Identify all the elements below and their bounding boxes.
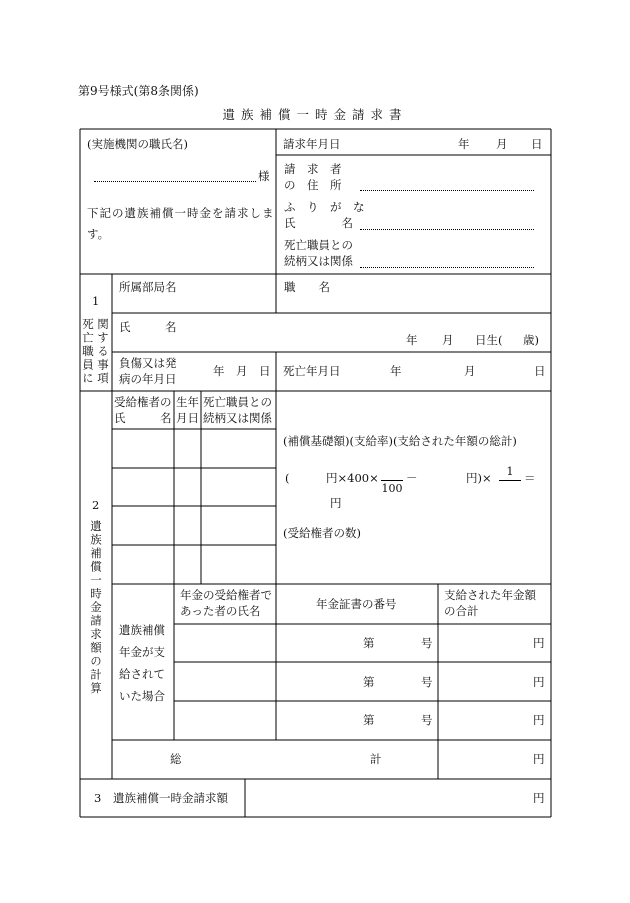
section1-number: 1	[92, 294, 100, 308]
relation-label-2: 続柄又は関係	[284, 254, 353, 268]
section1-side-label-b: 関する事項	[96, 318, 110, 386]
beneficiary-relation-header-1: 死亡職員との	[203, 395, 272, 409]
beneficiary-birth-header-1: 生年	[176, 395, 199, 409]
injury-month: 月	[236, 364, 248, 378]
request-date-day: 日	[531, 137, 543, 151]
injury-date-label-2: 病の年月日	[119, 372, 177, 386]
form-title: 遺族補償一時金請求書	[222, 107, 408, 122]
department-label: 所属部局名	[119, 280, 177, 294]
claimant-name-label: 氏 名	[284, 216, 353, 230]
fraction-denominator-100: 100	[381, 482, 403, 495]
formula-x400: 円×400×	[326, 471, 379, 485]
position-label: 職 名	[284, 280, 330, 294]
total-yen: 円	[533, 752, 545, 766]
pension-yen-row1: 円	[533, 636, 545, 650]
certificate-go-row1: 号	[421, 636, 433, 650]
pension-case-line1: 遺族補償	[119, 623, 165, 637]
beneficiary-name-header-2: 氏 名	[114, 411, 172, 425]
total-label-a: 総	[170, 752, 182, 766]
pension-certificate-header: 年金証書の番号	[316, 597, 397, 611]
section3-yen: 円	[533, 791, 545, 805]
formula-yen-close: 円)×	[466, 471, 492, 485]
injury-year: 年	[213, 364, 225, 378]
request-date-month: 月	[496, 137, 508, 151]
injury-date-label-1: 負傷又は発	[119, 356, 177, 370]
request-date-label: 請求年月日	[283, 137, 341, 151]
beneficiary-birth-header-2: 月日	[176, 411, 199, 425]
request-statement-line2: す。	[87, 227, 110, 241]
birth-month: 月	[442, 333, 454, 347]
pension-case-line3: 給されて	[119, 667, 165, 681]
total-label-b: 計	[370, 752, 382, 766]
section2-side-label: 遺族補償一時金請求額の計算	[89, 520, 103, 696]
birth-day: 日生(	[475, 333, 503, 347]
formula-equals: ＝	[524, 471, 536, 485]
birth-year: 年	[406, 333, 418, 347]
claimant-furigana-label: ふ り が な	[284, 200, 365, 214]
fraction-numerator-1: 1	[506, 465, 514, 478]
deceased-name-label: 氏 名	[119, 320, 177, 334]
section3-label: 遺族補償一時金請求額	[113, 791, 228, 805]
pension-recipient-header-2: あった者の氏名	[180, 604, 261, 618]
formula-open-paren: (	[285, 471, 290, 485]
pension-total-header-1: 支給された年金額	[444, 588, 536, 602]
formula-header: (補償基礎額)(支給率)(支給された年額の総計)	[283, 434, 517, 448]
formula-minus: －	[406, 471, 418, 485]
relation-label-1: 死亡職員との	[284, 238, 353, 252]
pension-case-line4: いた場合	[119, 689, 165, 703]
death-year: 年	[390, 364, 402, 378]
honorific-sama: 様	[258, 169, 270, 183]
fraction-line-100	[381, 480, 403, 481]
death-date-label: 死亡年月日	[283, 364, 341, 378]
death-day: 日	[534, 364, 546, 378]
certificate-go-row3: 号	[421, 713, 433, 727]
beneficiary-name-header-1: 受給権者の	[114, 395, 172, 409]
fraction-line-1	[499, 480, 521, 481]
section1-side-label-a: 死亡職員に	[81, 318, 95, 386]
pension-total-header-2: の合計	[444, 604, 479, 618]
addressee-label: (実施機関の職氏名)	[87, 137, 188, 151]
injury-day: 日	[259, 364, 271, 378]
form-number: 第9号様式(第8条関係)	[78, 84, 199, 98]
certificate-dai-row3: 第	[363, 713, 375, 727]
claimant-address-label-2: の 住 所	[284, 178, 342, 192]
claimant-address-label-1: 請 求 者	[284, 162, 342, 176]
beneficiary-count-label: (受給権者の数)	[283, 526, 361, 540]
certificate-dai-row2: 第	[363, 675, 375, 689]
request-statement-line1: 下記の遺族補償一時金を請求しま	[87, 206, 275, 220]
section3-number: 3	[94, 791, 102, 805]
claimant-name-field[interactable]	[360, 229, 534, 230]
certificate-go-row2: 号	[421, 675, 433, 689]
age-label: 歳)	[523, 333, 539, 347]
death-month: 月	[464, 364, 476, 378]
certificate-dai-row1: 第	[363, 636, 375, 650]
beneficiary-relation-header-2: 続柄又は関係	[203, 411, 272, 425]
section2-number: 2	[92, 498, 100, 512]
pension-recipient-header-1: 年金の受給権者で	[180, 588, 272, 602]
pension-case-line2: 年金が支	[119, 645, 165, 659]
claimant-address-field[interactable]	[360, 190, 534, 191]
pension-yen-row3: 円	[533, 713, 545, 727]
formula-result-yen: 円	[330, 496, 342, 510]
addressee-field[interactable]	[94, 181, 256, 182]
request-date-year: 年	[458, 137, 470, 151]
pension-yen-row2: 円	[533, 675, 545, 689]
relation-field[interactable]	[360, 267, 534, 268]
